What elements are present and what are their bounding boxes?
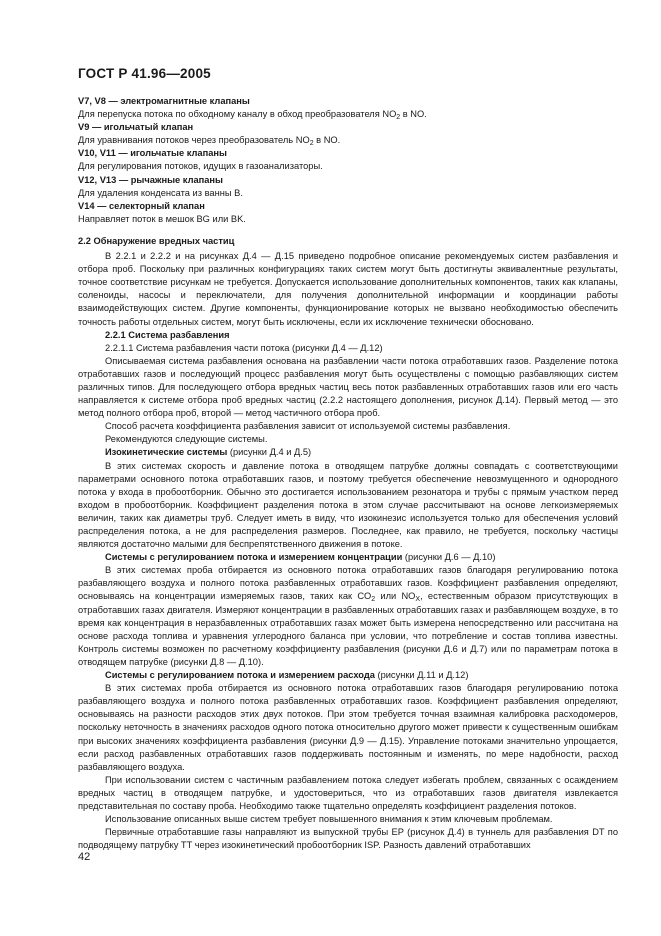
isokinetic-heading: Изокинетические системы (рисунки Д.4 и Д.5) (105, 447, 312, 458)
paragraph: Использование описанных выше систем требует повышенного внимания к этим ключевым проблемам. (105, 814, 553, 825)
isokinetic-text: В этих системах скорость и давление потока в отводящем патрубке должны совпадать с соответствующими параметрами основного потока отработавших газов, и поэтому требуется обеспечение невозмущенного и однородного потока у входа в пробоотборник. Обычно это достигается использованием резонатора и трубы с прямым участком перед входом в пробоотборник. Коэффициент разделения потока в этом случае рассчитывают на основе легкоизмеряемых величин, таких как диаметры труб. Следует иметь в виду, что изокинезис используется только для обеспечения условий распределения потока, а не для распределения размеров. Последнее, как правило, не требуется, поскольку частицы являются достаточно малыми для беспрепятственного движения в потоке. (78, 460, 618, 550)
page-content (78, 95, 618, 852)
valve-title: V9 — игольчатый клапан (78, 122, 194, 133)
concentration-heading: Системы с регулированием потока и измерением концентрации (рисунки Д.6 — Д.10) (105, 552, 496, 563)
paragraph: Рекомендуются следующие системы. (105, 434, 268, 445)
valve-desc: Направляет поток в мешок BG или BK. (78, 213, 246, 224)
valve-title: V12, V13 — рычажные клапаны (78, 174, 223, 185)
valve-desc: Для регулирования потоков, идущих в газоанализаторы. (78, 161, 323, 172)
valve-title: V10, V11 — игольчатые клапаны (78, 148, 227, 159)
valve-desc: Для уравнивания потоков через преобразователь $NO_2$ в NO. (78, 135, 341, 148)
valve-title: V14 — селекторный клапан (78, 200, 205, 211)
valve-desc: Для удаления конденсата из ванны В. (78, 187, 243, 198)
flow-heading: Системы с регулированием потока и измерением расхода (рисунки Д.11 и Д.12) (105, 670, 469, 681)
flow-text: В этих системах проба отбирается из основного потока отработавших газов благодаря регулированию потока разбавляющего воздуха и полного потока разбавленных отработавших газов. Коэффициент разбавления определяют, основываясь на разности расходов этих двух потоков. При этом требуется точная взаимная калибровка расходомеров, поскольку неточность в значениях расходов одного потока относительно другого может привести к существенным ошибкам при высоких значениях коэффициента разбавления (рисунки Д.9 — Д.15). Управление потоками значительно упрощается, если расход разбавленных отработавших газов поддерживать постоянным и изменять, по мере надобности, расход разбавляющего воздуха. (78, 683, 618, 772)
page-number: 42 (78, 851, 91, 863)
paragraph: Описываемая система разбавления основана на разбавлении части потока отработавших газов. Разделение потока отработавших газов и последующий процесс разбавления могут быть осуществлены с помощью разбавляющих систем различных типов. Для последующего отбора вредных частиц весь поток разбавленных отработавших газов или его часть направляется к системе отбора проб вредных частиц (2.2.2 настоящего дополнения, рисунок Д.14). Первый метод — это метод полного отбора проб, второй — метод частичного отбора проб. (78, 355, 618, 419)
paragraph: Первичные отработавшие газы направляют из выпускной трубы EP (рисунок Д.4) в туннель для разбавления DT по подводящему патрубку TT через изокинетический пробоотборник ISP. Разность давлений отработавших (78, 827, 618, 851)
section-heading: 2.2 Обнаружение вредных частиц (78, 235, 235, 246)
subsubsection-heading: 2.2.1.1 Система разбавления части потока (рисунки Д.4 — Д.12) (105, 342, 383, 353)
paragraph: При использовании систем с частичным разбавлением потока следует избегать проблем, связанных с осаждением вредных частиц в отводящем патрубке, и удостовериться, что из отработавших газов двигателя извлекается представительная по составу проба. Необходимо также тщательно определять коэффициент разделения потоков. (78, 774, 618, 811)
paragraph: Способ расчета коэффициента разбавления зависит от используемой системы разбавления. (105, 421, 511, 432)
valve-desc: Для перепуска потока по обходному каналу в обход преобразователя $NO_2$ в NO. (78, 109, 427, 122)
concentration-text: В этих системах проба отбирается из основного потока отработавших газов благодаря регулированию потока разбавляющего воздуха и полного потока разбавленных отработавших газов. Коэффициент разбавления определяют, основываясь на концентрации измеряемых газов, таких как $CO_2$ или $NO_X$, естественным образом присутствующих в отработавших газах двигателя. Измеряют концентрации в разбавленных отработавших газах и разбавляющем воздухе, в то время как концентрация в неразбавленных отработавших газах может быть измерена непосредственно или рассчитана на основе расхода топлива и уравнения углеродного баланса при условии, что потребление и состав топлива известны. Контроль системы возможен по расчетному коэффициенту разбавления (рисунки Д.6 и Д.7) или по параметрам потока в отводящем патрубке (рисунки Д.8 — Д.10). (78, 565, 618, 667)
valve-title: V7, V8 — электромагнитные клапаны (78, 96, 250, 106)
document-header: ГОСТ Р 41.96—2005 (78, 66, 211, 81)
subsection-heading: 2.2.1 Система разбавления (105, 329, 230, 340)
section-intro: В 2.2.1 и 2.2.2 и на рисунках Д.4 — Д.15 приведено подробное описание рекомендуемых систем разбавления и отбора проб. Поскольку при различных конфигурациях таких систем могут быть достигнуты эквивалентные результаты, точное соответствие рисункам не требуется. Допускается использование дополнительных компонентов, таких как клапаны, соленоиды, насосы и переключатели, для получения дополнительной информации и координации работы взаимодействующих систем. Другие компоненты, функционирование которых не вызвано необходимостью обеспечить точность работы отдельных систем, могут быть исключены, если их исключение технически обосновано. (78, 251, 618, 327)
